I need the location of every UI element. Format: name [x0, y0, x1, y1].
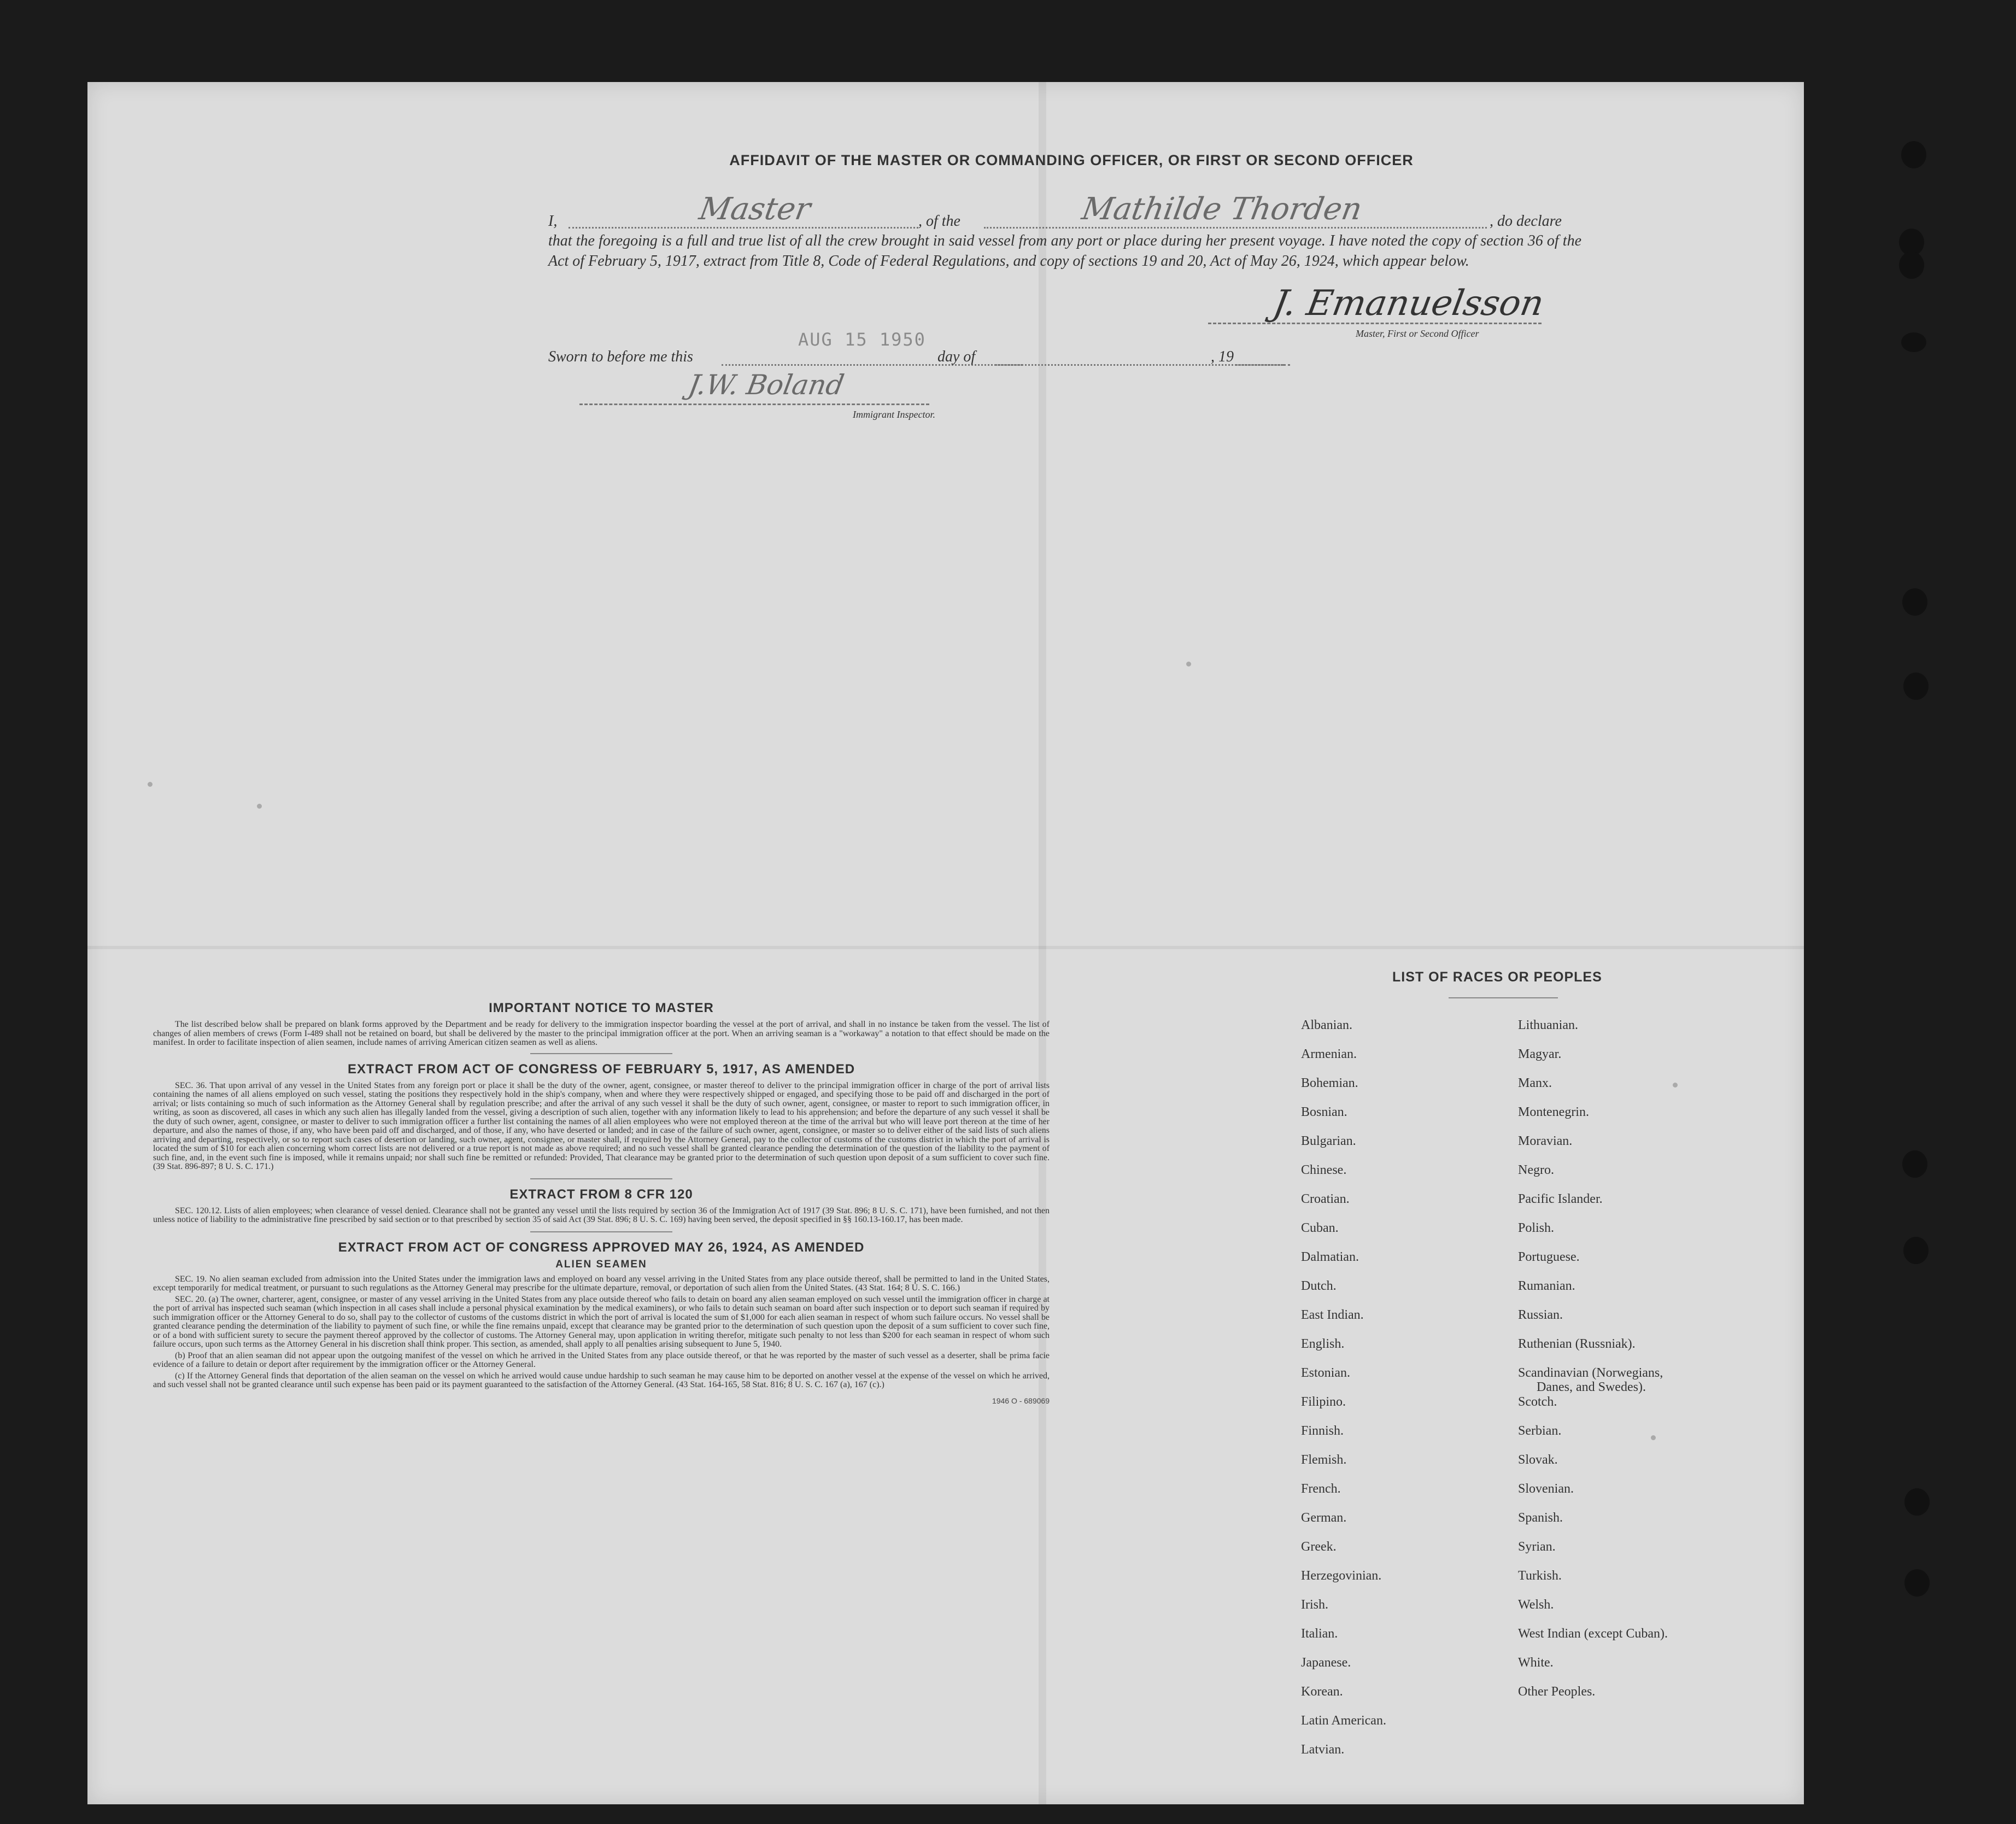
race-item: Italian. [1301, 1627, 1338, 1641]
inspector-caption: Immigrant Inspector. [853, 409, 935, 420]
sec-20c-paragraph: (c) If the Attorney General finds that deportation of the alien seaman on the vessel on which he arrived would cause undue hardship to such seaman he may cause him to be deported on another vessel at the expense of the vessel on which he arrived, and such vessel shall not be granted clearance until such expense has been paid or its payment guaranteed to the satisfaction of the Attorney General. (43 Stat. 164-165, 58 Stat. 816; 8 U. S. C. 167 (a), 167 (c).) [153, 1371, 1050, 1389]
binder-hole [1904, 1488, 1930, 1516]
race-item: West Indian (except Cuban). [1518, 1627, 1668, 1641]
race-item: Latvian. [1301, 1743, 1345, 1757]
binder-hole [1904, 1569, 1930, 1597]
handwritten-rank: Master [696, 191, 813, 227]
sec-19-paragraph: SEC. 19. No alien seaman excluded from admission into the United States under the immigration laws and employed on board any vessel arriving in the United States from any place outside thereof, shall be permitted to land in the United States, except temporarily for medical treatment, or pursuant to such regulations as the Attorney General may prescribe for the ultimate departure, removal, or deportation of such alien from the United States. (43 Stat. 164; 8 U. S. C. 166.) [153, 1274, 1050, 1293]
sworn-label: Sworn to before me this [548, 348, 693, 365]
extract-1917-title: EXTRACT FROM ACT OF CONGRESS OF FEBRUARY 5, 1917, AS AMENDED [347, 1061, 855, 1077]
day-of-label: day of [937, 348, 976, 365]
master-caption: Master, First or Second Officer [1356, 328, 1479, 339]
race-item: Japanese. [1301, 1656, 1351, 1670]
race-item: Chinese. [1301, 1163, 1347, 1177]
race-item: Danes, and Swedes). [1537, 1380, 1646, 1394]
race-item: Estonian. [1301, 1366, 1350, 1380]
binder-hole [1902, 1150, 1927, 1178]
binder-hole [1903, 1237, 1929, 1264]
race-item: White. [1518, 1656, 1554, 1670]
sworn-day-line [722, 364, 1022, 366]
extract-cfr-title: EXTRACT FROM 8 CFR 120 [509, 1186, 693, 1202]
race-item: Russian. [1518, 1308, 1563, 1322]
extract-cfr-body: SEC. 120.12. Lists of alien employees; when clearance of vessel denied. Clearance shall not be granted any vessel until the lists required by section 36 of the Immigration Act of 1917 (39 Stat. 896; 8 U. S. C. 171), have been furnished, and not then unless notice of liability to the administrative fine prescribed by said section or to that prescribed by section 35 of said Act (39 Stat. 896; 8 U. S. C. 169) having been served, the deposit specified in §§ 160.13-160.17, has been made. [153, 1206, 1050, 1224]
race-item: Cuban. [1301, 1221, 1339, 1235]
sworn-year-line [1235, 364, 1285, 366]
race-item: Manx. [1518, 1076, 1552, 1090]
race-item: Korean. [1301, 1685, 1343, 1699]
binder-hole [1901, 332, 1926, 352]
race-item: Serbian. [1518, 1424, 1562, 1438]
master-signature: J. Emanuelsson [1270, 283, 1547, 324]
year-label: , 19 [1211, 348, 1234, 365]
race-item: Slovak. [1518, 1453, 1558, 1467]
race-item: Bohemian. [1301, 1076, 1358, 1090]
race-item: Magyar. [1518, 1047, 1562, 1061]
race-item: Moravian. [1518, 1134, 1573, 1148]
affidavit-title: AFFIDAVIT OF THE MASTER OR COMMANDING OFFICER, OR FIRST OR SECOND OFFICER [729, 152, 1414, 168]
race-item: English. [1301, 1337, 1345, 1351]
race-item: East Indian. [1301, 1308, 1364, 1322]
sec-20a-paragraph: SEC. 20. (a) The owner, charterer, agent, consignee, or master of any vessel arriving in the United States from any place outside thereof who fails to detain on board any alien seaman employed on such vessel until the immigration officer in charge at the port of arrival has inspected such seaman (which inspection in all cases shall include a personal physical examination by the medical examiners), or who fails to detain such seaman on board after such inspection or to deport such seaman if required by such immigration officer or the Attorney General to do so, shall pay to the collector of customs of the customs district in which the port of arrival is located the sum of $1,000 for each alien seaman in respect of whom such failure occurs. No vessel shall be granted clearance pending the determination of the liability to payment of such fine, or while the fine remains unpaid, except that clearance may be granted prior to the determination of such question upon the deposit of a sum sufficient to cover such fine, or of a bond with sufficient surety to secure the payment thereof approved by the collector of customs. The Attorney General may, upon application in writing therefor, mitigate such penalty to not less than $200 for each seaman in respect of whom such failure occurs, upon such terms as the Attorney General in his discretion shall think proper. This section, as amended, shall apply to all penalties arising subsequent to June 5, 1940. [153, 1294, 1050, 1349]
race-item: Turkish. [1518, 1569, 1562, 1583]
vessel-line [984, 227, 1487, 229]
race-item: German. [1301, 1511, 1347, 1525]
extract-1924-subtitle: ALIEN SEAMEN [555, 1258, 647, 1270]
race-item: Croatian. [1301, 1192, 1350, 1206]
race-item: Spanish. [1518, 1511, 1563, 1525]
divider [530, 1231, 672, 1232]
inspector-signature-line [579, 404, 929, 405]
divider [530, 1178, 672, 1179]
speck [1186, 662, 1191, 667]
binder-hole [1901, 141, 1926, 168]
horizontal-fold [87, 946, 1804, 949]
document-sheet [87, 82, 1804, 1804]
binder-hole [1899, 252, 1924, 279]
declarant-prefix: I, [548, 213, 558, 230]
speck [1651, 1435, 1656, 1440]
divider [530, 1053, 672, 1054]
race-item: Finnish. [1301, 1424, 1344, 1438]
race-item: French. [1301, 1482, 1341, 1496]
print-code: 1946 O - 689069 [992, 1396, 1050, 1405]
binder-hole [1902, 588, 1927, 616]
race-item: Armenian. [1301, 1047, 1357, 1061]
race-item: Rumanian. [1518, 1279, 1575, 1293]
race-item: Pacific Islander. [1518, 1192, 1603, 1206]
race-item: Dalmatian. [1301, 1250, 1359, 1264]
sec-20b-paragraph: (b) Proof that an alien seaman did not appear upon the outgoing manifest of the vessel on which he arrived in the United States from any place outside thereof, or that he was reported by the master of such vessel as a deserter, shall be prima facie evidence of a failure to detain or deport after requirement by the immigration officer or the Attorney General. [153, 1351, 1050, 1369]
race-item: Scandinavian (Norwegians, [1518, 1366, 1663, 1380]
race-item: Lithuanian. [1518, 1018, 1578, 1032]
race-item: Montenegrin. [1518, 1105, 1589, 1119]
rank-line [569, 227, 918, 229]
date-stamp: AUG 15 1950 [798, 329, 926, 350]
race-item: Irish. [1301, 1598, 1328, 1612]
race-item: Herzegovinian. [1301, 1569, 1382, 1583]
race-item: Ruthenian (Russniak). [1518, 1337, 1636, 1351]
affidavit-body: that the foregoing is a full and true list of all the crew brought in said vessel from any port or place during her present voyage. I have noted the copy of section 36 of the Act of February 5, 1917, extract from Title 8, Code of Federal Regulations, and copy of sections 19 and 20, Act of May 26, 1924, which appear below. [548, 232, 1581, 270]
extract-1924-title: EXTRACT FROM ACT OF CONGRESS APPROVED MAY 26, 1924, AS AMENDED [338, 1240, 865, 1255]
race-item: Syrian. [1518, 1540, 1556, 1554]
notices-column [153, 1001, 1050, 1405]
race-item: Polish. [1518, 1221, 1555, 1235]
race-item: Slovenian. [1518, 1482, 1574, 1496]
speck [257, 804, 262, 809]
race-item: Albanian. [1301, 1018, 1352, 1032]
race-item: Negro. [1518, 1163, 1554, 1177]
race-item: Other Peoples. [1518, 1685, 1596, 1699]
race-item: Greek. [1301, 1540, 1337, 1554]
race-item: Dutch. [1301, 1279, 1337, 1293]
binder-hole [1903, 673, 1929, 700]
race-item: Filipino. [1301, 1395, 1346, 1409]
speck [148, 782, 153, 787]
notice-title: IMPORTANT NOTICE TO MASTER [489, 1001, 714, 1015]
speck [1673, 1083, 1678, 1088]
race-item: Bulgarian. [1301, 1134, 1356, 1148]
of-the-label: , of the [918, 213, 960, 230]
race-item: Portuguese. [1518, 1250, 1580, 1264]
races-divider [1449, 997, 1558, 998]
inspector-signature: J.W. Boland [685, 369, 847, 401]
extract-1917-body: SEC. 36. That upon arrival of any vessel in the United States from any foreign port or place it shall be the duty of the owner, agent, consignee, or master thereof to deliver to the principal immigration officer in charge of the port of arrival lists containing the names of all aliens employed on such vessel, stating the positions they respectively hold in the ship's company, when and where they were respectively shipped or engaged, and specifying those to be paid off and discharged in the port of arrival; or lists containing so much of such information as the Attorney General shall by regulation prescribe; and after the arrival of any such vessel it shall be the duty of such owner, agent, consignee, or master to report to such immigration officer, in writing, as soon as discovered, all cases in which any such alien has illegally landed from the vessel, giving a description of such alien, together with any information likely to lead to his apprehension; and before the departure of any such vessel it shall be the duty of such owner, agent, consignee, or master to deliver to such immigration officer a further list containing the names of all alien employees who were not employed thereon at the time of the arrival but who will leave port thereon at the time of her departure, and also the names of those, if any, who have been paid off and discharged, and of those, if any, who have deserted or landed; and in case of the failure of such owner, agent, consignee, or master so to deliver either of the said lists of such aliens arriving and departing, respectively, or so to report such cases of desertion or landing, such owner, agent, consignee, or master shall, if required by the Attorney General, pay to the collector of customs of the customs district in which the port of arrival is located the sum of $10 for each alien concerning whom correct lists are not delivered or a true report is not made as above required; and no such vessel shall be granted clearance pending the determination of the question of the liability to the payment of such fine, and, in the event such fine is imposed, while it remains unpaid; nor shall such fine be remitted or refunded: Provided, That clearance may be granted prior to the determination of such question upon deposit of a sum sufficient to cover such fine. (39 Stat. 896-897; 8 U. S. C. 171.) [153, 1080, 1050, 1171]
center-fold [1039, 82, 1046, 1804]
race-item: Latin American. [1301, 1714, 1386, 1728]
do-declare-label: , do declare [1490, 213, 1562, 230]
race-item: Scotch. [1518, 1395, 1557, 1409]
races-title: LIST OF RACES OR PEOPLES [1392, 969, 1602, 985]
race-item: Welsh. [1518, 1598, 1554, 1612]
race-item: Flemish. [1301, 1453, 1347, 1467]
handwritten-vessel-name: Mathilde Thorden [1079, 191, 1365, 227]
race-item: Bosnian. [1301, 1105, 1347, 1119]
notice-body: The list described below shall be prepared on blank forms approved by the Department and be ready for delivery to the immigration inspector boarding the vessel at the port of arrival, and shall in no instance be taken from the vessel. The list of changes of alien members of crews (Form I-489 shall not be retained on board, but shall be delivered by the master to the principal immigration officer at the port. When an arriving seaman is a "workaway" a notation to that effect should be made on the manifest. In order to facilitate inspection of alien seamen, include names of arriving American citizen seamen as well as aliens. [153, 1020, 1050, 1047]
